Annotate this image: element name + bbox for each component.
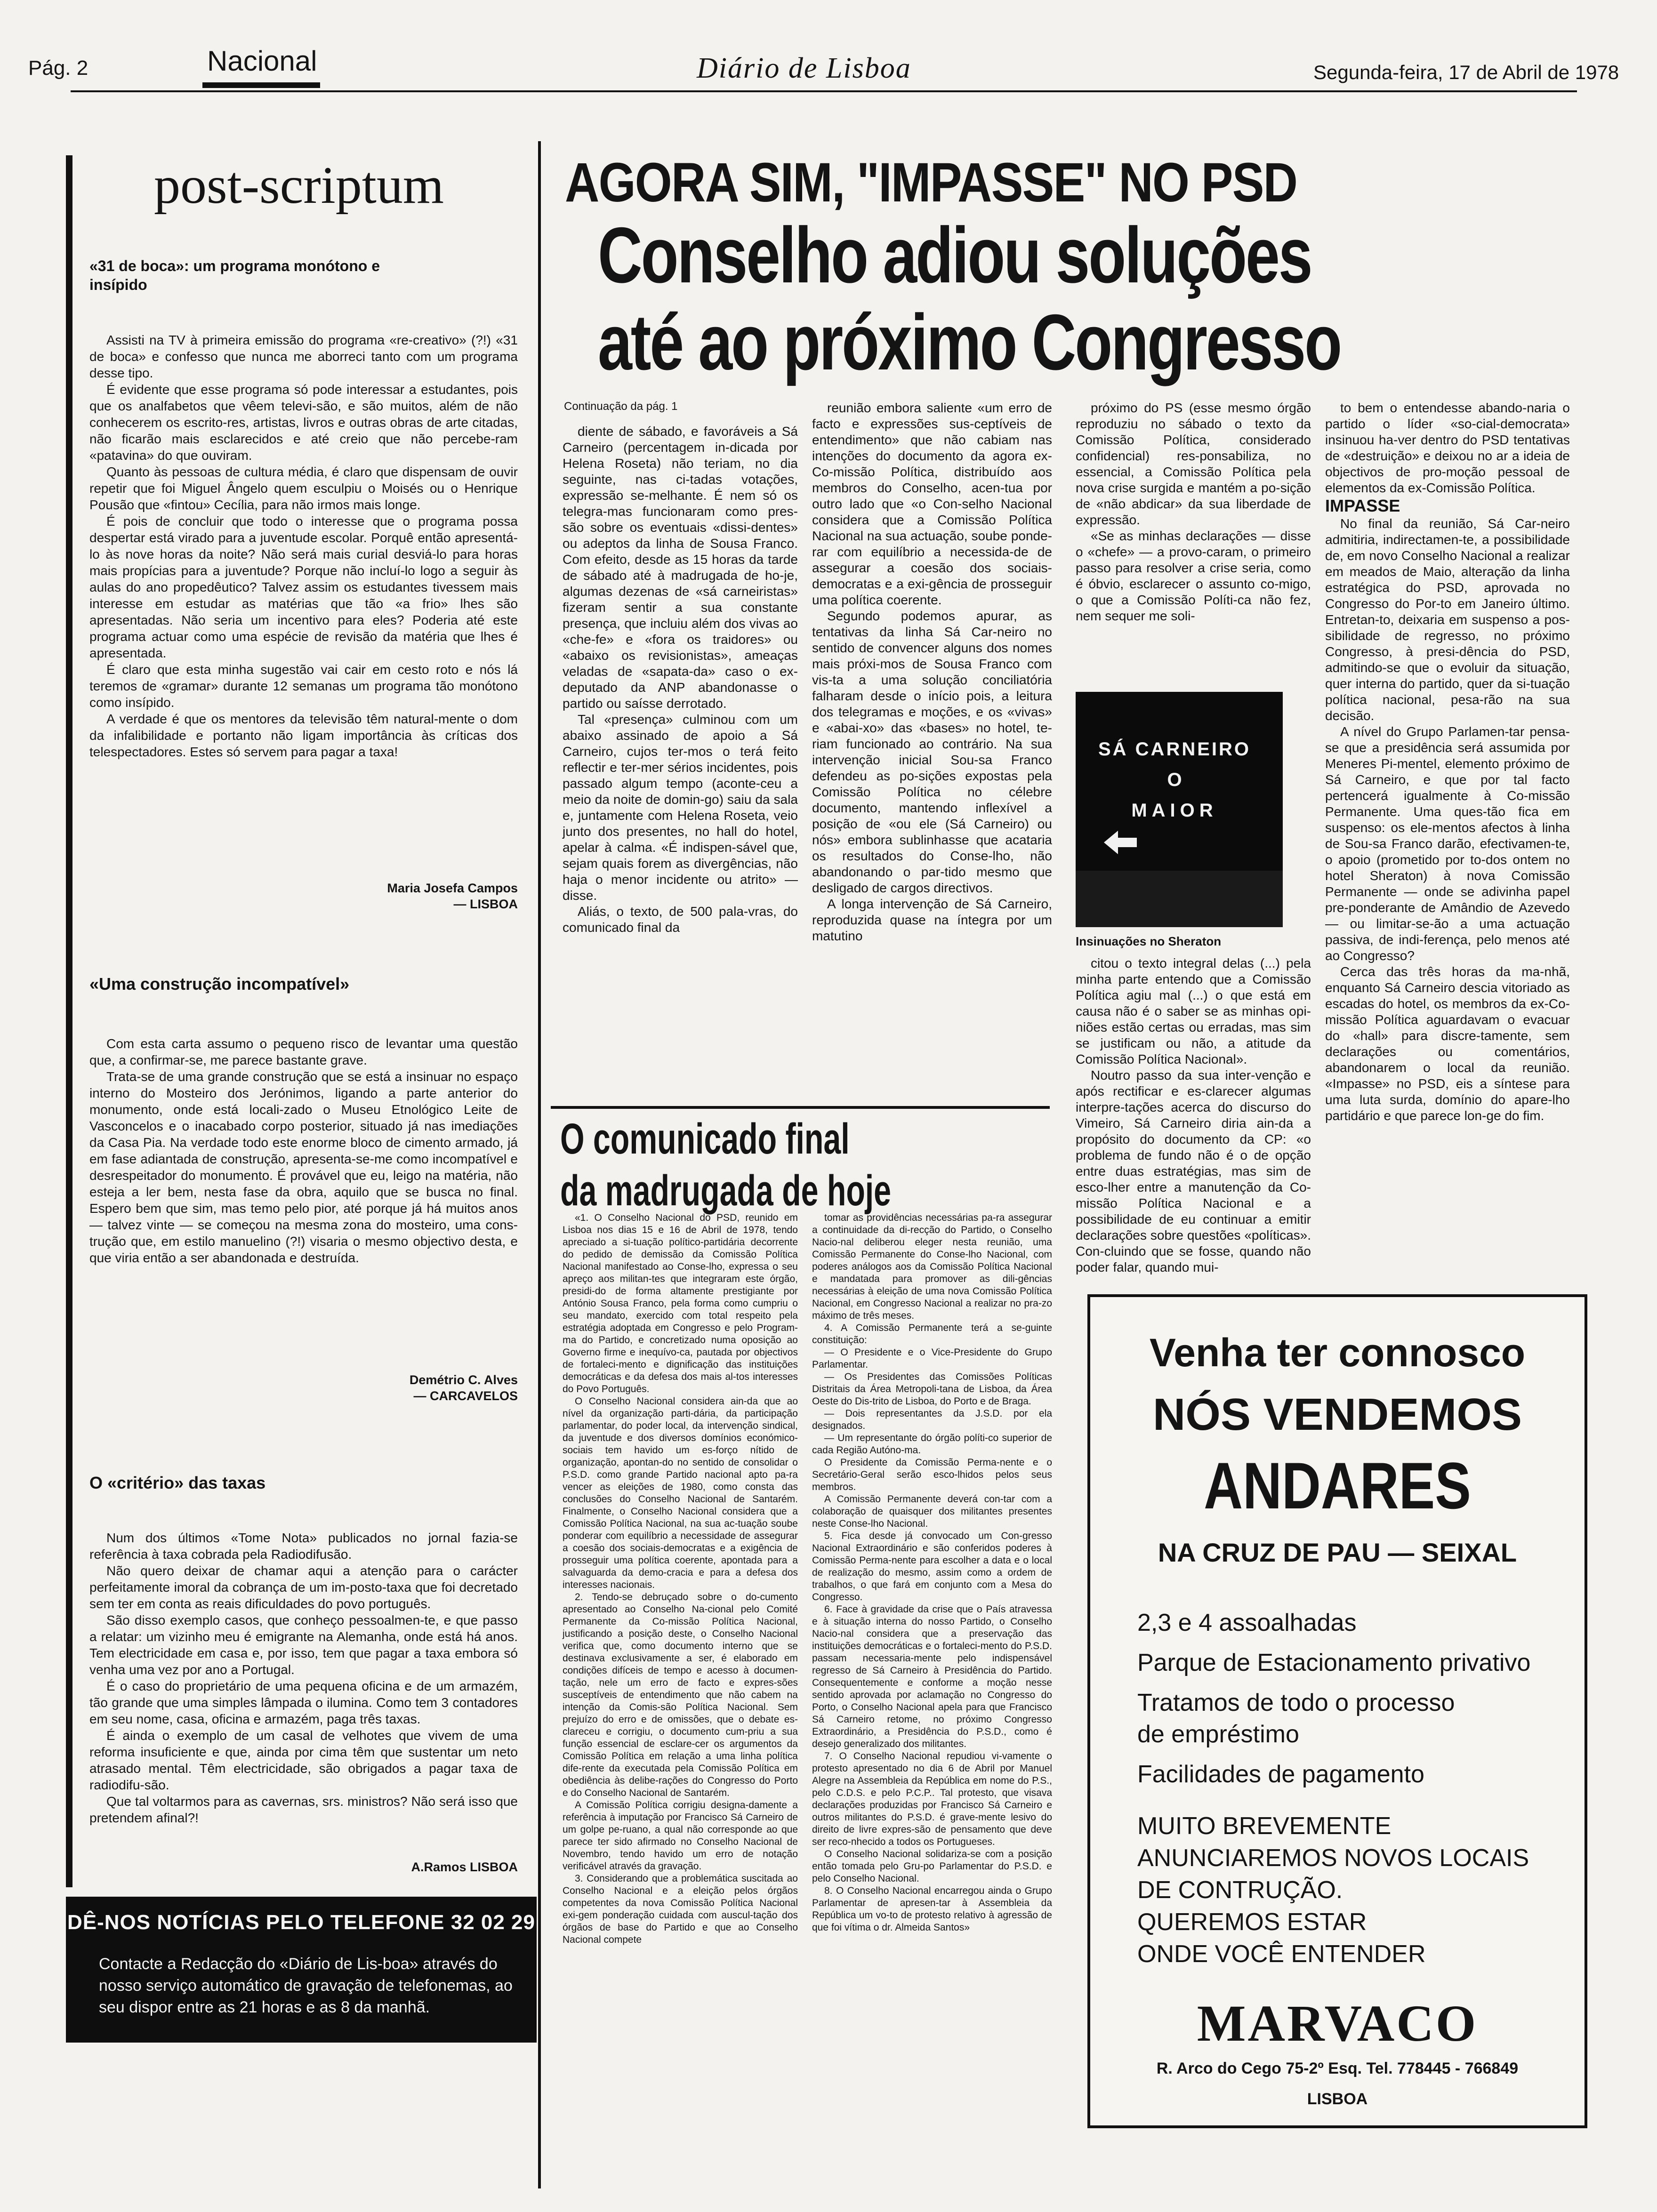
article-column-4 [1325, 400, 1570, 1124]
paragraph: No final da reunião, Sá Car-neiro admitiria, indirectamen-te, a possibilidade de, em novo Conselho Nacional a realizar em meados de Maio, alteração da linha estratégica do PSD, aprovada no Congresso do Por-to em Janeiro último. Entretan-to, deixaria em suspenso a pos-sibilidade de regresso, no próximo Congresso, à presi-dência do PSD, admitindo-se que o evoluir da situação, quer interna do partido, quer da si-tuação política nacional, pesa-rão na sua decisão. [1325, 516, 1570, 723]
communique-column-1 [563, 1212, 798, 1946]
ad-item: de empréstimo [1137, 1721, 1299, 1748]
paragraph: Não quero deixar de chamar aqui a atenção para o carácter perfeitamente imoral da cobrança de um im-posto-taxa que foi decretado sem ter em conta as reais dificuldades do povo português. [89, 1563, 518, 1611]
paragraph: É ainda o exemplo de um casal de velhotes que vivem de uma reforma insuficiente e que, ainda por cima têm que sustentar um neto atrasado mental. Têm electricidade, são obrigados a pagar taxa de radiodifu-são. [89, 1728, 518, 1792]
sign-line: MAIOR [1131, 800, 1218, 821]
paragraph: A longa intervenção de Sá Carneiro, reproduzida quase na íntegra por um matutino [812, 897, 1052, 943]
phone-box-text: Contacte a Redacção do «Diário de Lis-boa» através do nosso serviço automático de gravação de telefonemas, ao seu dispor entre as 21 horas e as 8 da manhã. [99, 1955, 513, 2016]
communique-column-2 [812, 1212, 1052, 1934]
paragraph: A Comissão Permanente deverá con-tar com a colaboração de quaisquer dos militantes presentes neste Conse-lho Nacional. [812, 1494, 1052, 1529]
sheraton-photo [1076, 692, 1283, 927]
letter1-heading: «31 de boca»: um programa monótono e insípido [89, 257, 380, 293]
sign-image [1076, 692, 1283, 927]
letter3-signature: A.Ramos LISBOA [411, 1860, 518, 1874]
paragraph: diente de sábado, e favoráveis a Sá Carneiro (percentagem in-dicada por Helena Roseta) não teriam, no dia seguinte, nas ci-tadas votações, expressão se-melhante. É nem só os telegra-mas funcionaram como pres-são sobre os eventuais «dissi-dentes» ou adeptos da linha de Sousa Franco. Com efeito, desde as 15 horas da tarde de sábado até à madrugada de ho-je, algumas dezenas de «sá carneiristas» fizeram sentir a sua constante presença, que incluiu além dos vivas ao «che-fe» e «fora os traidores» ou «abaixo os revisionistas», ameaças veladas de «sapata-da» caso o ex-deputado da ANP abandonasse o partido ou saísse derrotado. [563, 424, 798, 711]
ad-caps-line: ONDE VOCÊ ENTENDER [1137, 1940, 1426, 1968]
communique-title: O comunicado final da madrugada de hoje [560, 1115, 892, 1215]
article-kicker: AGORA SIM, "IMPASSE" NO PSD [565, 152, 1297, 214]
photo-caption: Insinuações no Sheraton [1076, 934, 1222, 948]
ad-line: NA CRUZ DE PAU — SEIXAL [1158, 1538, 1517, 1567]
paragraph: — O Presidente e o Vice-Presidente do Grupo Parlamentar. [812, 1347, 1052, 1370]
ad-caps-line: ANUNCIAREMOS NOVOS LOCAIS [1137, 1844, 1529, 1872]
paragraph: Trata-se de uma grande construção que se está a insinuar no espaço interno do Mosteiro dos Jerónimos, ligando a parte anterior do monumento, onde está locali-zado o Museu Etnológico Leite de Vasconcelos e o inacabado corpo posterior, situado já nas imediações da Casa Pia. Na verdade todo este enorme bloco de cimento armado, já em fase adiantada de construção, apresenta-se-me como incompatível e desrespeitador do monumento. É provável que eu, leigo na matéria, não esteja a ler bem, nesta fase da obra, aquilo que se busca no final. Espero bem que sim, mas temo pelo pior, até porque já há muitos anos — talvez vinte — se começou na mesma zona do mosteiro, uma cons-trução que, em estilo manuelino (?!) visaria o mesmo objectivo desta, e que viria então a ser abandonada e destruída. [89, 1069, 518, 1265]
sign-line: SÁ CARNEIRO [1098, 739, 1251, 760]
postscriptum-title: post-scriptum [154, 156, 444, 215]
letter1-body [89, 332, 518, 760]
paragraph: Assisti na TV à primeira emissão do programa «re-creativo» (?!) «31 de boca» e confesso que nunca me aborreci tanto com um programa desse tipo. [89, 333, 518, 380]
ad-line: Venha ter connosco [1149, 1330, 1526, 1375]
paragraph: «1. O Conselho Nacional do PSD, reunido em Lisboa nos dias 15 e 16 de Abril de 1978, tendo apreciado a si-tuação político-partidária decorrente do pedido de demissão da Comissão Política Nacional manifestado ao Conse-lho, expressa o seu apreço aos militan-tes que integraram este órgão, presidi-do de forma altamente prestigiante por António Sousa Franco, pela forma como cumpriu o seu mandato, exercido com total respeito pela estratégia adoptada em Congresso e pelo Program-ma do Partido, e concretizado numa oposição ao Governo firme e inequívo-ca, pautada por objectivos de fortaleci-mento e dignificação das instituições democráticas e da defesa dos mais al-tos interesses do Povo Português. [563, 1212, 798, 1395]
paragraph: 7. O Conselho Nacional repudiou vi-vamente o protesto apresentado no dia 6 de Abril por Manuel Alegre na Assembleia da República em nome do P.S., pelo C.D.S. e pelo P.C.P.. Tal protesto, que visava declarações produzidas por Francisco Sá Carneiro e outros militantes do P.S.D. é grave-mente lesivo do direito de livre expres-são de pensamento que deve ser reco-nhecido a todos os Portugueses. [812, 1751, 1052, 1847]
section-title: Nacional [207, 45, 317, 77]
paragraph: A Comissão Política corrigiu designa-damente a referência à imputação por Francisco Sá Carneiro de um golpe pe-ruano, a qual não corresponde ao que parece ter sido afirmado no Conselho Nacional de Novembro, tendo havido um erro de notação verificável através da gravação. [563, 1800, 798, 1872]
header-rule [71, 90, 1577, 92]
paragraph: É evidente que esse programa só pode interessar a estudantes, pois que os analfabetos que vêem televi-são, e são muitos, além de não conhecerem os escrito-res, artistas, livros e outras obras de arte citadas, não ficarão mais esclarecidos e até creio que não percebe-ram «patavina» do que ouviram. [89, 382, 518, 463]
paragraph: citou o texto integral delas (...) pela minha parte entendo que a Comissão Política agiu mal (...) o que está em causa não é o saber se as minhas opi-niões estão certas ou erradas, mas sim se justificam ou não, a atitude da Comissão Política Nacional». [1076, 956, 1311, 1066]
marvaco-advertisement [1087, 1294, 1587, 2128]
ad-city: LISBOA [1307, 2090, 1368, 2108]
ad-line: ANDARES [1204, 1449, 1471, 1523]
letter3-heading: O «critério» das taxas [89, 1473, 266, 1492]
ad-brand: MARVACO [1197, 1995, 1478, 2052]
paragraph: 8. O Conselho Nacional encarregou ainda o Grupo Parlamentar de apresen-tar à Assembleia da República um vo-to de protesto relativo à agressão de que foi vítima o dr. Almeida Santos» [812, 1885, 1052, 1933]
article-headline: Conselho adiou soluções até ao próximo Congresso [598, 211, 1341, 386]
paragraph: Tal «presença» culminou com um abaixo assinado de apoio a Sá Carneiro, cujos ter-mos o terá feito reflectir e ter-mer sérios incidentes, pois passado algum tempo (aconte-ceu a meio da noite de domin-go) saiu da sala e, juntamente com Helena Roseta, veio junto dos presentes, no hall do hotel, apelar à calma. «É indispen-sável que, sejam quais forem as divergências, não haja o menor incidente ou atrito» — disse. [563, 712, 798, 903]
paragraph: Cerca das três horas da ma-nhã, enquanto Sá Carneiro descia vitoriado as escadas do hotel, os membros da ex-Co-missão Política aguardavam o evacuar do «hall» para discre-tamente, sem declarações ou comentários, abandonarem o local da reunião. «Impasse» no PSD, eis a síntese para uma luta surda, domínio do apare-lho partidário e que parece lon-ge do fim. [1325, 964, 1570, 1123]
paragraph: 2. Tendo-se debruçado sobre o do-cumento apresentado ao Conselho Na-cional pelo Comité Permanente da Co-missão Política Nacional, justificando a posição deste, o Conselho Nacional verifica que, como documento interno que se destinava exclusivamente a ser, é elaborado em condições difíceis de tempo e acesso à documen-tação, nele um erro de facto e expres-sões susceptíveis de entendimento que não cabem na intenção da Comis-são Política Nacional. Sem prejuízo do erro e de omissões, que o debate es-clareceu e corrigiu, o documento cum-priu a sua função essencial de esclare-cer os argumentos da Comissão Política em relação a uma linha política dife-rente da executada pela Comissão Política em obediência às delibe-rações do Congresso do Porto e do Conselho Nacional de Santarém. [563, 1592, 798, 1798]
paragraph: — Dois representantes da J.S.D. por ela designados. [812, 1408, 1052, 1431]
left-column-bar [66, 155, 72, 1887]
paragraph: 6. Face à gravidade da crise que o País atravessa e à situação interna do nosso Partido, o Conselho Nacio-nal considera que a preservação das instituições democráticas e o fortaleci-mento do P.S.D. passam necessaria-mente pelo indispensável regresso de Sá Carneiro à Presidência do Partido. Consequentemente e conforme a moção nesse sentido aprovada por aclamação no Congresso do Porto, o Conselho Nacional apela para que Francisco Sá Carneiro retome, no próximo Congresso Extraordinário, a Presidência do P.S.D., como é desejo generalizado dos militantes. [812, 1604, 1052, 1749]
letter2-body [89, 1035, 518, 1266]
paragraph: Noutro passo da sua inter-venção e após rectificar e es-clarecer algumas interpre-tações acerca do discurso do Vimeiro, Sá Carneiro diria ain-da a propósito do documento da CP: «o problema de fundo não é o de opção entre duas estratégias, mas sim de esco-lher entre a manutenção da Co-missão Política Nacional e a possibilidade de eu continuar a emitir declarações sobre questões «políticas». Con-cluindo que se fosse, quando não poder falar, quando mui- [1076, 1068, 1311, 1274]
paragraph: Num dos últimos «Tome Nota» publicados no jornal fazia-se referência à taxa cobrada pela Radiodifusão. [89, 1531, 518, 1562]
paragraph: É pois de concluir que todo o interesse que o programa possa despertar está virado para a juventude escolar. Porquê então apresentá-lo às nove horas da noite? Não será mais curial desviá-lo para horas mais propícias para a juventude? Porque não incluí-lo logo a seguir às aulas do ano propedêutico? Talvez assim os estudantes tivessem mais interesse em estudar as matérias que tão «a frio» lhes são apresentadas. Não seria um incentivo para eles? Poderia até este programa actuar como uma espécie de revisão da matéria que lhes é apresentada. [89, 514, 518, 660]
continued-note: Continuação da pág. 1 [564, 400, 678, 413]
letter2-heading: «Uma construção incompatível» [89, 974, 350, 994]
masthead: Diário de Lisboa [697, 52, 911, 84]
letter2-signature: Demétrio C. Alves — CARCAVELOS [409, 1373, 518, 1403]
letter1-signature: Maria Josefa Campos — LISBOA [387, 881, 518, 911]
phone-box-title: DÊ-NOS NOTÍCIAS PELO TELEFONE 32 02 29 [67, 1911, 535, 1934]
ad-caps-line: QUEREMOS ESTAR [1137, 1908, 1367, 1936]
communique-rule [551, 1106, 1050, 1109]
paragraph: A nível do Grupo Parlamen-tar pensa-se que a presidência será assumida por Meneres Pi-mentel, elemento próximo de Sá Carneiro, e que por tal facto pertencerá igualmente à Co-missão Permanente. Uma ques-tão fica em suspenso: os ele-mentos afectos à linha de Sou-sa Franco darão, efectivamen-te, o apoio (prometido por to-dos ontem no hotel Sheraton) à nova Comissão Permanente — onde se adivinha papel pre-ponderante de Amândio de Azevedo — ou limitar-se-ão a uma actuação passiva, de indi-ferença, pelo menos até ao Congresso? [1325, 724, 1570, 963]
paragraph: Aliás, o texto, de 500 pala-vras, do comunicado final da [563, 904, 798, 935]
paragraph: 4. A Comissão Permanente terá a se-guinte constituição: [812, 1322, 1052, 1346]
article-column-3b [1076, 955, 1311, 1275]
ad-address: R. Arco do Cego 75-2º Esq. Tel. 778445 - 766849 [1156, 2060, 1519, 2077]
paragraph: É o caso do proprietário de uma pequena oficina e de um armazém, tão grande que uma simples lâmpada o ilumina. Como tem 3 contadores em seu nome, casa, oficina e armazém, paga três taxas. [89, 1679, 518, 1726]
paragraph: «Se as minhas declarações — disse o «chefe» — a provo-caram, o primeiro passo para resolver a crise seria, como é óbvio, esclarecer o assunto co-migo, o que a Comissão Políti-ca não fez, nem sequer me soli- [1076, 529, 1311, 623]
article-column-1 [563, 424, 798, 936]
ad-item: Facilidades de pagamento [1137, 1761, 1424, 1788]
paragraph: to bem o entendesse abando-naria o partido o líder «so-cial-democrata» insinuou ha-ver dentro do PSD tentativas de «destruição» e deixou no ar a ideia de objectivos de pro-moção pessoal de elementos da ex-Comissão Política. [1325, 401, 1570, 495]
column-divider [538, 141, 541, 2188]
ad-announcement [1137, 1810, 1570, 1970]
ad-line: NÓS VENDEMOS [1152, 1389, 1522, 1440]
ad-caps-line: DE CONTRUÇÃO. [1137, 1876, 1343, 1904]
impasse-subhead: IMPASSE [1325, 496, 1400, 515]
article-column-3a [1076, 400, 1311, 624]
article-column-2 [812, 400, 1052, 944]
section-underline [202, 82, 320, 88]
paragraph: Que tal voltarmos para as cavernas, srs. ministros? Não será isso que pretendem afinal?! [89, 1794, 518, 1825]
paragraph: tomar as providências necessárias pa-ra assegurar a continuidade da di-recção do Partido, o Conselho Nacio-nal deliberou eleger nesta reunião, uma Comissão Permanente do Conse-lho Nacional, com poderes análogos aos da Comissão Política Nacional e mandatada para promover as dili-gências necessárias à eleição de uma nova Comissão Política Nacional, em Congresso Nacional a realizar no pra-zo máximo de três meses. [812, 1212, 1052, 1321]
page-number: Pág. 2 [28, 56, 88, 80]
phone-news-box [66, 1897, 537, 2043]
paragraph: reunião embora saliente «um erro de facto e expressões sus-ceptíveis de entendimento» que não cabiam nas intenções do documento da agora ex-Co-missão Política, distribuído aos membros do Conselho, acen-tua por outro lado que «o Con-selho Nacional considera que a Comissão Política Nacional na sua actuação, soube ponde-rar com equilíbrio a necessida-de de assegurar a coesão dos sociais-democratas e a exi-gência de prosseguir uma política coerente. [812, 401, 1052, 607]
ad-item: 2,3 e 4 assoalhadas [1137, 1609, 1357, 1636]
sign-line: O [1167, 769, 1182, 790]
paragraph: 3. Considerando que a problemática suscitada ao Conselho Nacional e a eleição pelos órgãos competentes da nova Comissão Política Nacional exi-gem ponderação cuidada com auscul-tação dos órgãos de base do Partido e que ao Conselho Nacional compete [563, 1873, 798, 1945]
paragraph: — Os Presidentes das Comissões Políticas Distritais da Área Metropoli-tana de Lisboa, da Área Oeste do Dis-trito de Lisboa, do Porto e de Braga. [812, 1371, 1052, 1407]
paragraph: O Conselho Nacional considera ain-da que ao nível da organização parti-dária, da participação parlamentar, do poder local, da intervenção sindical, da juventude e dos diversos domínios económico-sociais tem havido um es-forço nítido de organização, apontan-do no sentido de consolidar o P.S.D. como grande Partido nacional apto pa-ra vencer as eleições de 1980, como consta das conclusões do Conselho Nacional de Santarém. Finalmente, o Conselho Nacional considera que a Comissão Política Nacional, na sua ac-tuação soube ponderar com equilíbrio a necessidade de assegurar a coesão dos sociais-democratas e a exigência de prosseguir uma política coerente, apontada para a salvaguarda da demo-cracia e para a defesa dos interesses nacionais. [563, 1396, 798, 1590]
paragraph: Quanto às pessoas de cultura média, é claro que dispensam de ouvir repetir que foi Miguel Ângelo quem esculpiu o Moisés ou o Henrique Pousão que «fintou» Cecília, para não irmos mais longe. [89, 465, 518, 512]
paragraph: Segundo podemos apurar, as tentativas da linha Sá Car-neiro no sentido de convencer alguns dos nomes mais próxi-mos de Sousa Franco com vis-ta a uma solução conciliatória falharam desde o início pois, a leitura dos telegramas e moções, e os «vivas» e «abai-xo» das «bases» no hotel, te-riam funcionado ao contrário. Na sua intervenção inicial Sou-sa Franco defendeu as po-sições expostas pela Comissão Política no célebre documento, mantendo inflexível a posição de «ou ele (Sá Carneiro) ou nós» embora sublinhasse que acataria os resultados do Conse-lho, não abandonando o par-tido mesmo que desligado de cargos directivos. [812, 609, 1052, 895]
paragraph: A verdade é que os mentores da televisão têm natural-mente o dom da infalibilidade e portanto não ligam importância às críticas dos telespectadores. Estes só servem para pagar a taxa! [89, 712, 518, 759]
paragraph: O Conselho Nacional solidariza-se com a posição então tomada pelo Gru-po Parlamentar do P.S.D. e pelo Conselho Nacional. [812, 1849, 1052, 1884]
ad-item: Parque de Estacionamento privativo [1137, 1649, 1531, 1676]
ad-item: Tratamos de todo o processo [1137, 1689, 1455, 1716]
letter3-body [89, 1530, 518, 1826]
paragraph: próximo do PS (esse mesmo órgão reproduziu no sábado o texto da Comissão Política, considerado confidencial) res-ponsabiliza, no essencial, a Comissão Política pela nova crise surgida e mantém a po-sição de «não abdicar» da sua liberdade de expressão. [1076, 401, 1311, 527]
paragraph: É claro que esta minha sugestão vai cair em cesto roto e nós lá teremos de «gramar» durante 12 semanas um programa tão monótono como insípido. [89, 662, 518, 710]
ad-feature-list [1137, 1603, 1561, 1795]
paragraph: O Presidente da Comissão Perma-nente e o Secretário-Geral serão esco-lhidos pelos seus membros. [812, 1457, 1052, 1492]
paragraph: — Um representante do órgão políti-co superior de cada Região Autóno-ma. [812, 1433, 1052, 1456]
ad-caps-line: MUITO BREVEMENTE [1137, 1812, 1392, 1840]
paragraph: 5. Fica desde já convocado um Con-gresso Nacional Extraordinário e são conferidos poderes à Comissão Perma-nente para escolher a data e o local de realização do mesmo, assim como a ordem de trabalhos, o que fará em conjunto com a Mesa do Congresso. [812, 1531, 1052, 1603]
issue-date: Segunda-feira, 17 de Abril de 1978 [1313, 61, 1619, 83]
paragraph: São disso exemplo casos, que conheço pessoalmen-te, e que passo a relatar: um vizinho meu é emigrante na Alemanha, onde está há anos. Tem electricidade em casa e, por isso, tem que pagar a taxa embora só venha uma vez por ano a Portugal. [89, 1613, 518, 1677]
paragraph: Com esta carta assumo o pequeno risco de levantar uma questão que, a confirmar-se, me parece bastante grave. [89, 1036, 518, 1067]
